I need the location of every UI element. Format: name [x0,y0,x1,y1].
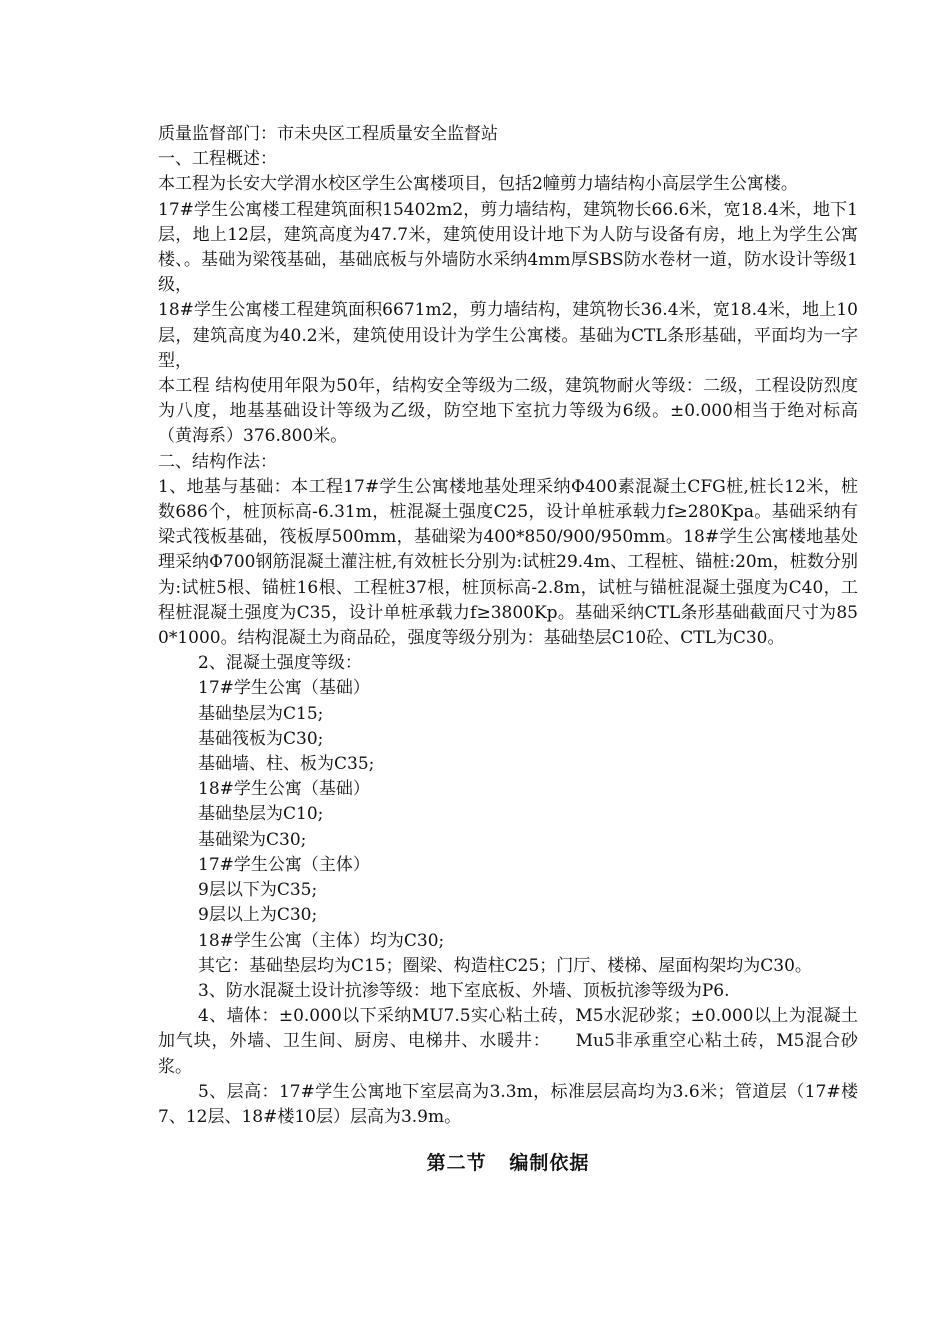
list-item: 17#学生公寓（主体） [198,854,370,875]
overview-intro: 本工程为长安大学渭水校区学生公寓楼项目，包括2幢剪力墙结构小高层学生公寓楼。 [158,174,798,195]
list-item: 9层以下为C35; [198,880,318,901]
concrete-strength-title: 2、混凝土强度等级： [198,653,362,674]
list-item: 基础梁为C30; [198,829,307,850]
list-item: 18#学生公寓（基础） [198,779,370,800]
others-paragraph: 其它：基础垫层均为C15；圈梁、构造柱C25；门厅、楼梯、屋面构架均为C30。 [198,955,812,976]
concrete-strength-list [158,651,858,953]
list-item: 基础墙、柱、板为C35; [198,754,375,775]
waterproof-paragraph: 3、防水混凝土设计抗渗等级：地下室底板、外墙、顶板抗渗等级为P6. [198,980,730,1001]
list-item: 9层以上为C30; [198,905,318,926]
building-18-description: 18#学生公寓楼工程建筑面积6671m2，剪力墙结构，建筑物长36.4米，宽18.4米，地上10层，建筑高度为40.2米，建筑使用设计为学生公寓楼。基础为CTL条形基础，平面均为一字型， [158,300,858,371]
section-heading: 第二节 编制依据 [426,1152,590,1175]
section-2-title: 二、结构作法： [158,451,277,472]
list-item: 18#学生公寓（主体）均为C30; [198,930,445,951]
document-page [158,122,858,1175]
floor-height-paragraph: 5、层高：17#学生公寓地下室层高为3.3m，标准层层高均为3.6米；管道层（17#楼7、12层、18#楼10层）层高为3.9m。 [158,1081,858,1127]
section-1-title: 一、工程概述： [158,149,277,170]
design-life-paragraph: 本工程 结构使用年限为50年，结构安全等级为二级，建筑物耐火等级：二级，工程设防烈度为八度，地基基础设计等级为乙级，防空地下室抗力等级为6级。±0.000相当于绝对标高（黄海系）376.800米。 [158,376,858,447]
building-17-description: 17#学生公寓楼工程建筑面积15402m2，剪力墙结构，建筑物长66.6米，宽18.4米，地下1层，地上12层，建筑高度为47.7米，建筑使用设计地下为人防与设备有房，地上为学生公寓楼、。基础为梁筏基础，基础底板与外墙防水采纳4mm厚SBS防水卷材一道，防水设计等级1级， [158,199,858,296]
list-item: 17#学生公寓（基础） [198,678,370,699]
walls-paragraph: 4、墙体：±0.000以下采纳MU7.5实心粘土砖，M5水泥砂浆；±0.000以上为混凝土加气块，外墙、卫生间、厨房、电梯井、水暖井： Mu5非承重空心粘土砖，M5混合砂浆。 [158,1006,858,1077]
supervision-dept-line: 质量监督部门：市未央区工程质量安全监督站 [158,124,498,144]
list-item: 基础筏板为C30; [198,728,324,749]
list-item: 基础垫层为C15; [198,703,324,724]
list-item: 基础垫层为C10; [198,804,324,825]
foundation-paragraph: 1、地基与基础：本工程17#学生公寓楼地基处理采纳Φ400素混凝土CFG桩,桩长12米，桩数686个，桩顶标高-6.31m，桩混凝土强度C25，设计单桩承载力f≥280Kpa。基础采纳有梁式筏板基础，筏板厚500mm，基础梁为400*850/900/950mm。18#学生公寓楼地基处理采纳Φ700钢筋混凝土灌注桩,有效桩长分别为:试桩29.4m、工程桩、锚桩:20m，桩数分别为:试桩5根、锚桩16根、工程桩37根，桩顶标高-2.8m，试桩与锚桩混凝土强度为C40，工程桩混凝土强度为C35，设计单桩承载力f≥3800Kp。基础采纳CTL条形基础截面尺寸为850*1000。结构混凝土为商品砼，强度等级分别为：基础垫层C10砼、CTL为C30。 [158,476,858,649]
